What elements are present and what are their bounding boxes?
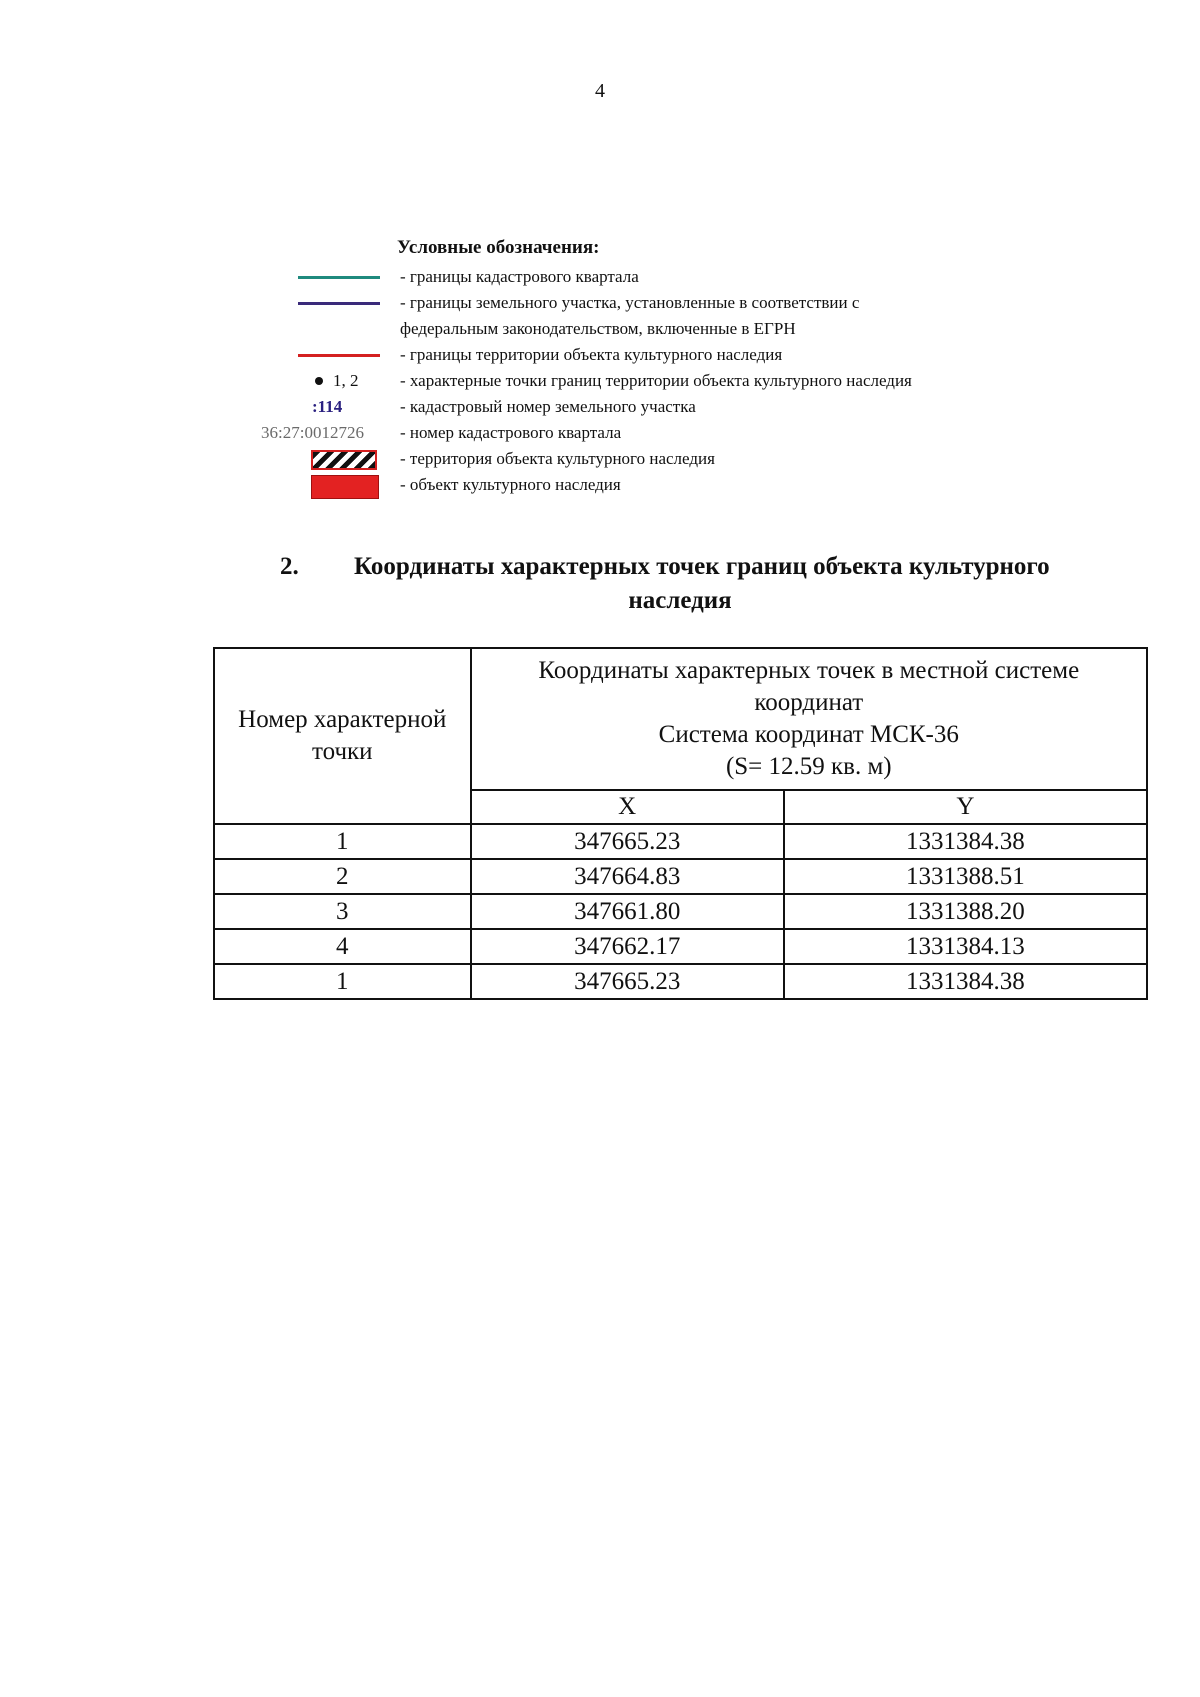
legend-text: - границы кадастрового квартала: [400, 267, 639, 286]
legend-row-quarter-number: [0, 420, 1200, 446]
point-dot-icon: [315, 377, 323, 385]
y-cell: 1331384.38: [784, 964, 1147, 999]
point-cell: 3: [214, 894, 471, 929]
hatched-territory-swatch: [311, 450, 377, 470]
teal-line-swatch: [298, 276, 380, 279]
red-line-swatch: [298, 354, 380, 357]
coordinates-header-line3: Система координат МСК-36: [658, 721, 959, 748]
coordinates-header-line2: координат: [754, 689, 864, 716]
section-title-line1: Координаты характерных точек границ объекта культурного: [354, 553, 1050, 580]
y-column-header: Y: [784, 790, 1147, 824]
legend-text: - номер кадастрового квартала: [400, 423, 622, 442]
section-title-line2: наследия: [628, 587, 732, 614]
point-cell: 2: [214, 859, 471, 894]
legend-row-heritage-territory: [0, 446, 1200, 472]
legend-text: - характерные точки границ территории объекта культурного наследия: [400, 371, 912, 390]
x-column-header: X: [471, 790, 784, 824]
page-number: 4: [595, 80, 605, 102]
legend-title: Условные обозначения:: [397, 237, 600, 258]
coordinates-header: [471, 648, 1147, 790]
x-cell: 347662.17: [471, 929, 784, 964]
y-cell: 1331388.51: [784, 859, 1147, 894]
legend-row-heritage-object: [0, 472, 1200, 498]
coordinates-header-line4: (S= 12.59 кв. м): [725, 753, 892, 780]
legend-row-characteristic-points: [0, 368, 1200, 394]
legend-text: - границы земельного участка, установленные в соответствии с: [400, 293, 860, 312]
red-fill-swatch: [311, 475, 379, 499]
point-number-header: Номер характерной точки: [214, 648, 471, 824]
table-row: [214, 929, 1147, 964]
x-cell: 347665.23: [471, 824, 784, 859]
point-label-sample: 1, 2: [333, 371, 359, 390]
cadastral-number-sample: :114: [312, 397, 343, 416]
legend-text: федеральным законодательством, включенные в ЕГРН: [400, 319, 796, 338]
legend-text: - кадастровый номер земельного участка: [400, 397, 696, 416]
point-cell: 1: [214, 824, 471, 859]
y-cell: 1331384.13: [784, 929, 1147, 964]
x-cell: 347664.83: [471, 859, 784, 894]
legend-row-heritage-territory-border: [0, 342, 1200, 368]
quarter-number-sample: 36:27:0012726: [261, 423, 364, 442]
table-row: [214, 824, 1147, 859]
coordinates-header-line1: Координаты характерных точек в местной системе: [538, 657, 1080, 684]
coordinates-table: [213, 647, 1148, 1000]
point-cell: 4: [214, 929, 471, 964]
legend-text: - границы территории объекта культурного наследия: [400, 345, 783, 364]
table-row: [214, 964, 1147, 999]
point-cell: 1: [214, 964, 471, 999]
section-number: 2.: [280, 553, 299, 580]
table-row: [214, 894, 1147, 929]
legend-text: - территория объекта культурного наследия: [400, 449, 715, 468]
legend-row-land-plot: [0, 290, 1200, 316]
legend-text: - объект культурного наследия: [400, 475, 621, 494]
legend-row-cadastral-quarter: [0, 264, 1200, 290]
x-cell: 347665.23: [471, 964, 784, 999]
y-cell: 1331384.38: [784, 824, 1147, 859]
legend-row-land-plot-continued: [0, 316, 1200, 342]
purple-line-swatch: [298, 302, 380, 305]
y-cell: 1331388.20: [784, 894, 1147, 929]
x-cell: 347661.80: [471, 894, 784, 929]
table-row: [214, 859, 1147, 894]
legend: [0, 0, 1200, 520]
legend-row-cadastral-number: [0, 394, 1200, 420]
